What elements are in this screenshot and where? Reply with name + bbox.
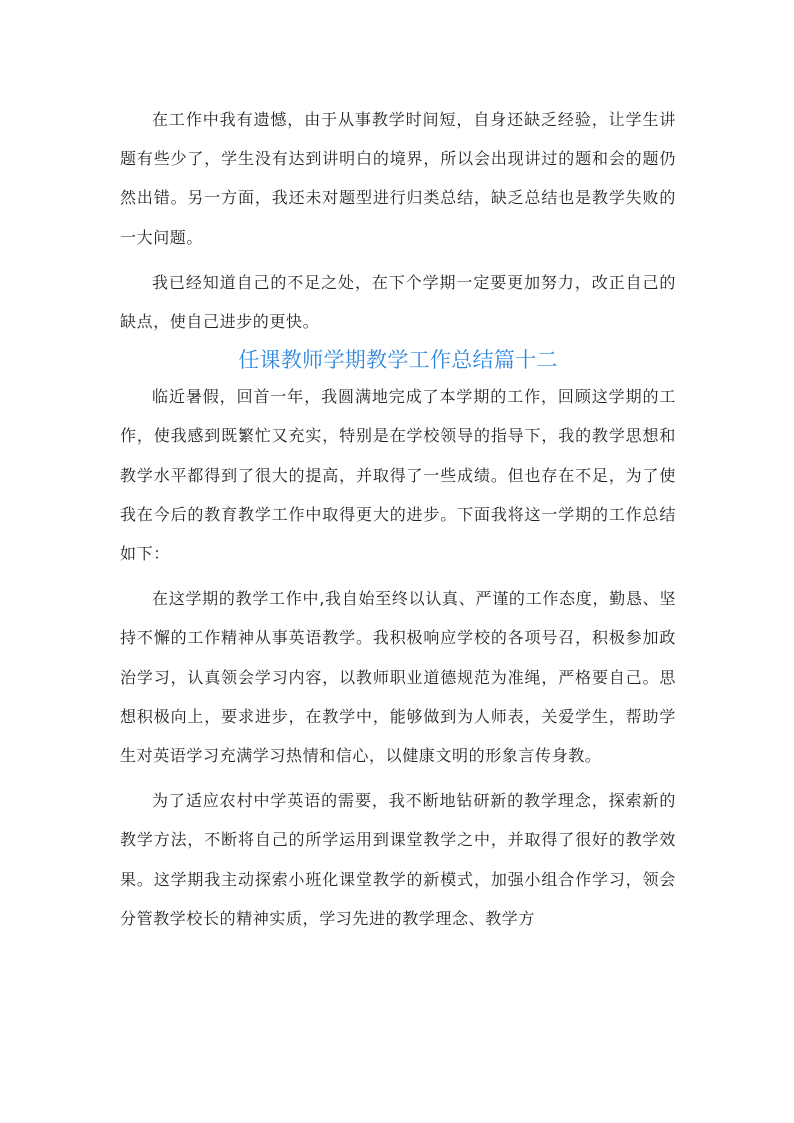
paragraph-intro: 临近暑假，回首一年，我圆满地完成了本学期的工作，回顾这学期的工作，使我感到既繁忙又充实，特别是在学校领导的指导下，我的教学思想和教学水平都得到了很大的提高，并取得了一些成绩。但也存在不足，为了使我在今后的教育教学工作中取得更大的进步。下面我将这一学期的工作总结如下： [120,387,676,564]
paragraph-attitude: 在这学期的教学工作中,我自始至终以认真、严谨的工作态度，勤恳、坚持不懈的工作精神从事英语教学。我积极响应学校的各项号召，积极参加政治学习，认真领会学习内容，以教师职业道德规范为准绳，严格要自己。思想积极向上，要求进步，在教学中，能够做到为人师表，关爱学生，帮助学生对英语学习充满学习热情和信心，以健康文明的形象言传身教。 [120,589,676,766]
document-body [120,100,676,944]
paragraph-regret: 在工作中我有遗憾，由于从事教学时间短，自身还缺乏经验，让学生讲题有些少了，学生没有达到讲明白的境界，所以会出现讲过的题和会的题仍然出错。另一方面，我还未对题型进行归类总结，缺乏总结也是教学失败的一大问题。 [120,110,676,247]
paragraph-resolve: 我已经知道自己的不足之处，在下个学期一定要更加努力，改正自己的缺点，使自己进步的更快。 [120,272,676,332]
section-heading: 任课教师学期教学工作总结篇十二 [238,348,558,373]
paragraph-methods: 为了适应农村中学英语的需要，我不断地钻研新的教学理念，探索新的教学方法，不断将自己的所学运用到课堂教学之中，并取得了很好的教学效果。这学期我主动探索小班化课堂教学的新模式，加强小组合作学习，领会分管教学校长的精神实质，学习先进的教学理念、教学方 [120,791,676,928]
